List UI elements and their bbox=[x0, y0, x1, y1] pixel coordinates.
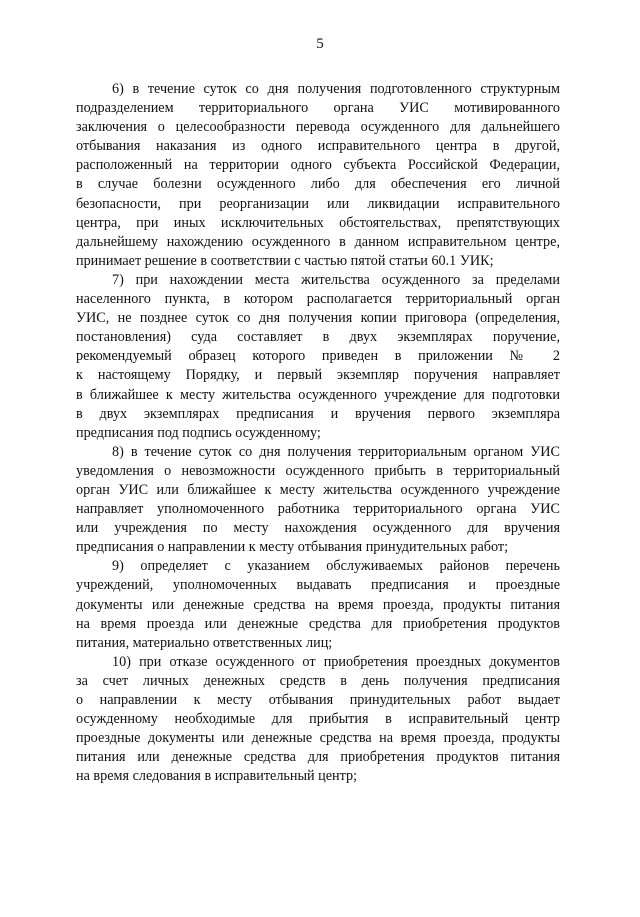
text-line: постановления) суда составляет в двух экземплярах поручение, bbox=[76, 329, 560, 346]
document-body bbox=[76, 80, 560, 786]
text-line: предписания о направлении к месту отбывания принудительных работ; bbox=[76, 539, 509, 556]
text-line: к настоящему Порядку, и первый экземпляр поручения направляет bbox=[76, 367, 560, 384]
text-line: питания или денежные средства для приобретения продуктов питания bbox=[76, 749, 560, 766]
paragraph-9 bbox=[76, 557, 560, 652]
text-line: подразделением территориального органа УИС мотивированного bbox=[76, 100, 560, 117]
text-line: документы или денежные средства на время проезда, продукты питания bbox=[76, 596, 560, 613]
text-line: питания, материально ответственных лиц; bbox=[76, 634, 333, 651]
text-line: 9) определяет с указанием обслуживаемых районов перечень bbox=[112, 558, 560, 575]
text-line: 10) при отказе осужденного от приобретения проездных документов bbox=[112, 653, 560, 670]
paragraph-8 bbox=[76, 443, 560, 558]
text-line: в двух экземплярах предписания и вручения первого экземпляра bbox=[76, 405, 560, 422]
text-line: предписания под подпись осужденному; bbox=[76, 424, 321, 441]
paragraph-10 bbox=[76, 653, 560, 787]
text-line: о направлении к месту отбывания принудительных работ выдает bbox=[76, 692, 560, 708]
text-line: отбывания наказания из одного исправительного центра в другой, bbox=[76, 138, 560, 155]
text-line: дальнейшему нахождению осужденного в данном исправительном центре, bbox=[76, 233, 560, 250]
text-line: на время проезда или денежные средства для приобретения продуктов bbox=[76, 615, 560, 632]
paragraph-6 bbox=[76, 80, 560, 271]
text-line: 8) в течение суток со дня получения территориальным органом УИС bbox=[112, 443, 560, 460]
page-number: 5 bbox=[316, 36, 324, 52]
text-line: 6) в течение суток со дня получения подготовленного структурным bbox=[112, 81, 560, 97]
text-line: заключения о целесообразности перевода осужденного для дальнейшего bbox=[76, 119, 560, 136]
text-line: в ближайшее к месту жительства осужденного учреждение для подготовки bbox=[76, 386, 560, 403]
text-line: расположенный на территории одного субъекта Российской Федерации, bbox=[76, 157, 560, 174]
text-line: центра, при иных исключительных обстоятельствах, препятствующих bbox=[76, 214, 560, 231]
text-line: на время следования в исправительный центр; bbox=[76, 768, 358, 785]
text-line: в случае болезни осужденного либо для обеспечения его личной bbox=[76, 176, 560, 193]
text-line: рекомендуемый образец которого приведен в приложении № 2 bbox=[76, 348, 560, 365]
text-line: УИС, не позднее суток со дня получения копии приговора (определения, bbox=[76, 310, 560, 327]
text-line: уведомления о невозможности осужденного прибыть в территориальный bbox=[76, 462, 560, 479]
text-line: или учреждения по месту нахождения осужденного для вручения bbox=[76, 520, 560, 537]
text-line: населенного пункта, в котором располагается территориальный орган bbox=[76, 291, 560, 308]
text-line: учреждений, уполномоченных выдавать предписания и проездные bbox=[76, 577, 560, 594]
text-line: орган УИС или ближайшее к месту жительства осужденного учреждение bbox=[76, 481, 560, 498]
text-line: направляет уполномоченного работника территориального органа УИС bbox=[76, 501, 560, 518]
text-line: проездные документы или денежные средства на время проезда, продукты bbox=[76, 730, 560, 747]
text-line: за счет личных денежных средств в день получения предписания bbox=[76, 672, 560, 689]
text-line: осужденному необходимые для прибытия в исправительный центр bbox=[76, 711, 560, 728]
paragraph-7 bbox=[76, 271, 560, 443]
text-line: принимает решение в соответствии с частью пятой статьи 60.1 УИК; bbox=[76, 252, 494, 269]
text-line: 7) при нахождении места жительства осужденного за пределами bbox=[112, 271, 560, 288]
text-line: безопасности, при реорганизации или ликвидации исправительного bbox=[76, 195, 560, 212]
